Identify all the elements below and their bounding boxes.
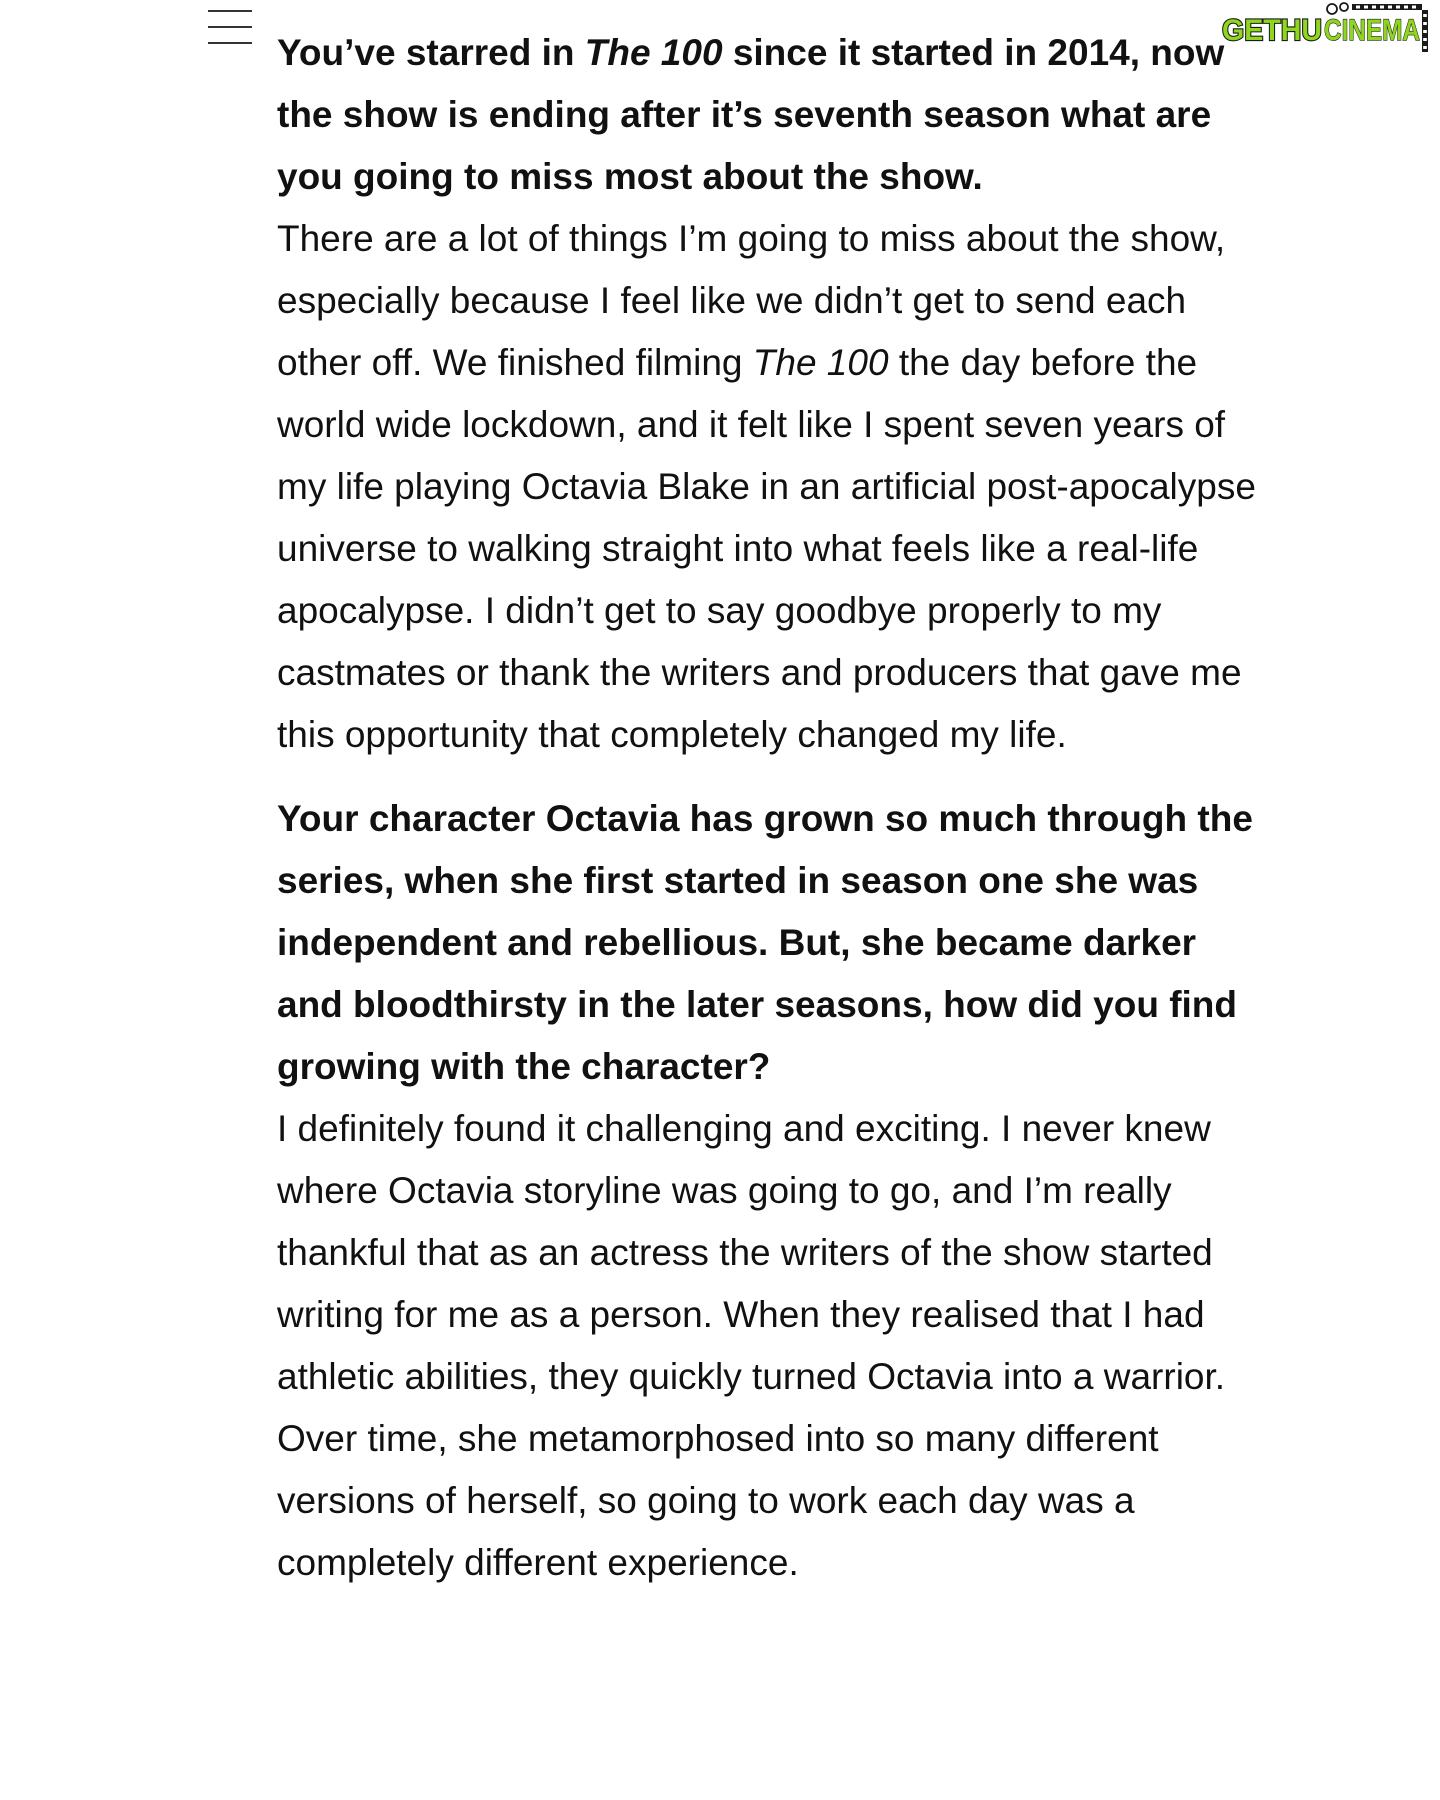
answer-text: There are a lot of things I’m going to miss about the show, especially because I feel like we didn’t get to send each other off. We finished filming: [277, 218, 1226, 383]
logo-text-cinema: CINEMA: [1324, 14, 1420, 47]
menu-bar: [208, 42, 252, 44]
answer-text: the day before the world wide lockdown, and it felt like I spent seven years of my life playing Octavia Blake in an artificial post-apocalypse universe to walking straight into what feels like a real-life apocalypse. I didn’t get to say goodbye properly to my castmates or thank the writers and producers that gave me this opportunity that completely changed my life.: [277, 342, 1256, 755]
menu-bar: [208, 10, 252, 12]
show-title: The 100: [752, 342, 889, 383]
logo-text-gethu: GETHU: [1222, 14, 1322, 47]
menu-bar: [208, 26, 252, 28]
interview-question-2: Your character Octavia has grown so much through the series, when she first started in season one she was independent and rebellious. But, she became darker and bloodthirsty in the later seasons, how did you find growing with the character?: [277, 798, 1253, 1087]
show-title: The 100: [584, 32, 723, 73]
interview-question-1: [277, 22, 1262, 208]
hamburger-menu-button[interactable]: [208, 10, 252, 44]
question-text: You’ve starred in: [277, 32, 585, 73]
question-text: since it started in 2014, now the show is ending after it’s seventh season what are you going to miss most about the show.: [277, 32, 1225, 197]
interview-answer-2: I definitely found it challenging and exciting. I never knew where Octavia storyline was going to go, and I’m really thankful that as an actress the writers of the show started writing for me as a person. When they realised that I had athletic abilities, they quickly turned Octavia into a warrior. Over time, she metamorphosed into so many different versions of herself, so going to work each day was a completely different experience.: [277, 1108, 1226, 1583]
interview-answer-1: [277, 208, 1262, 766]
article-body: [277, 22, 1262, 1594]
